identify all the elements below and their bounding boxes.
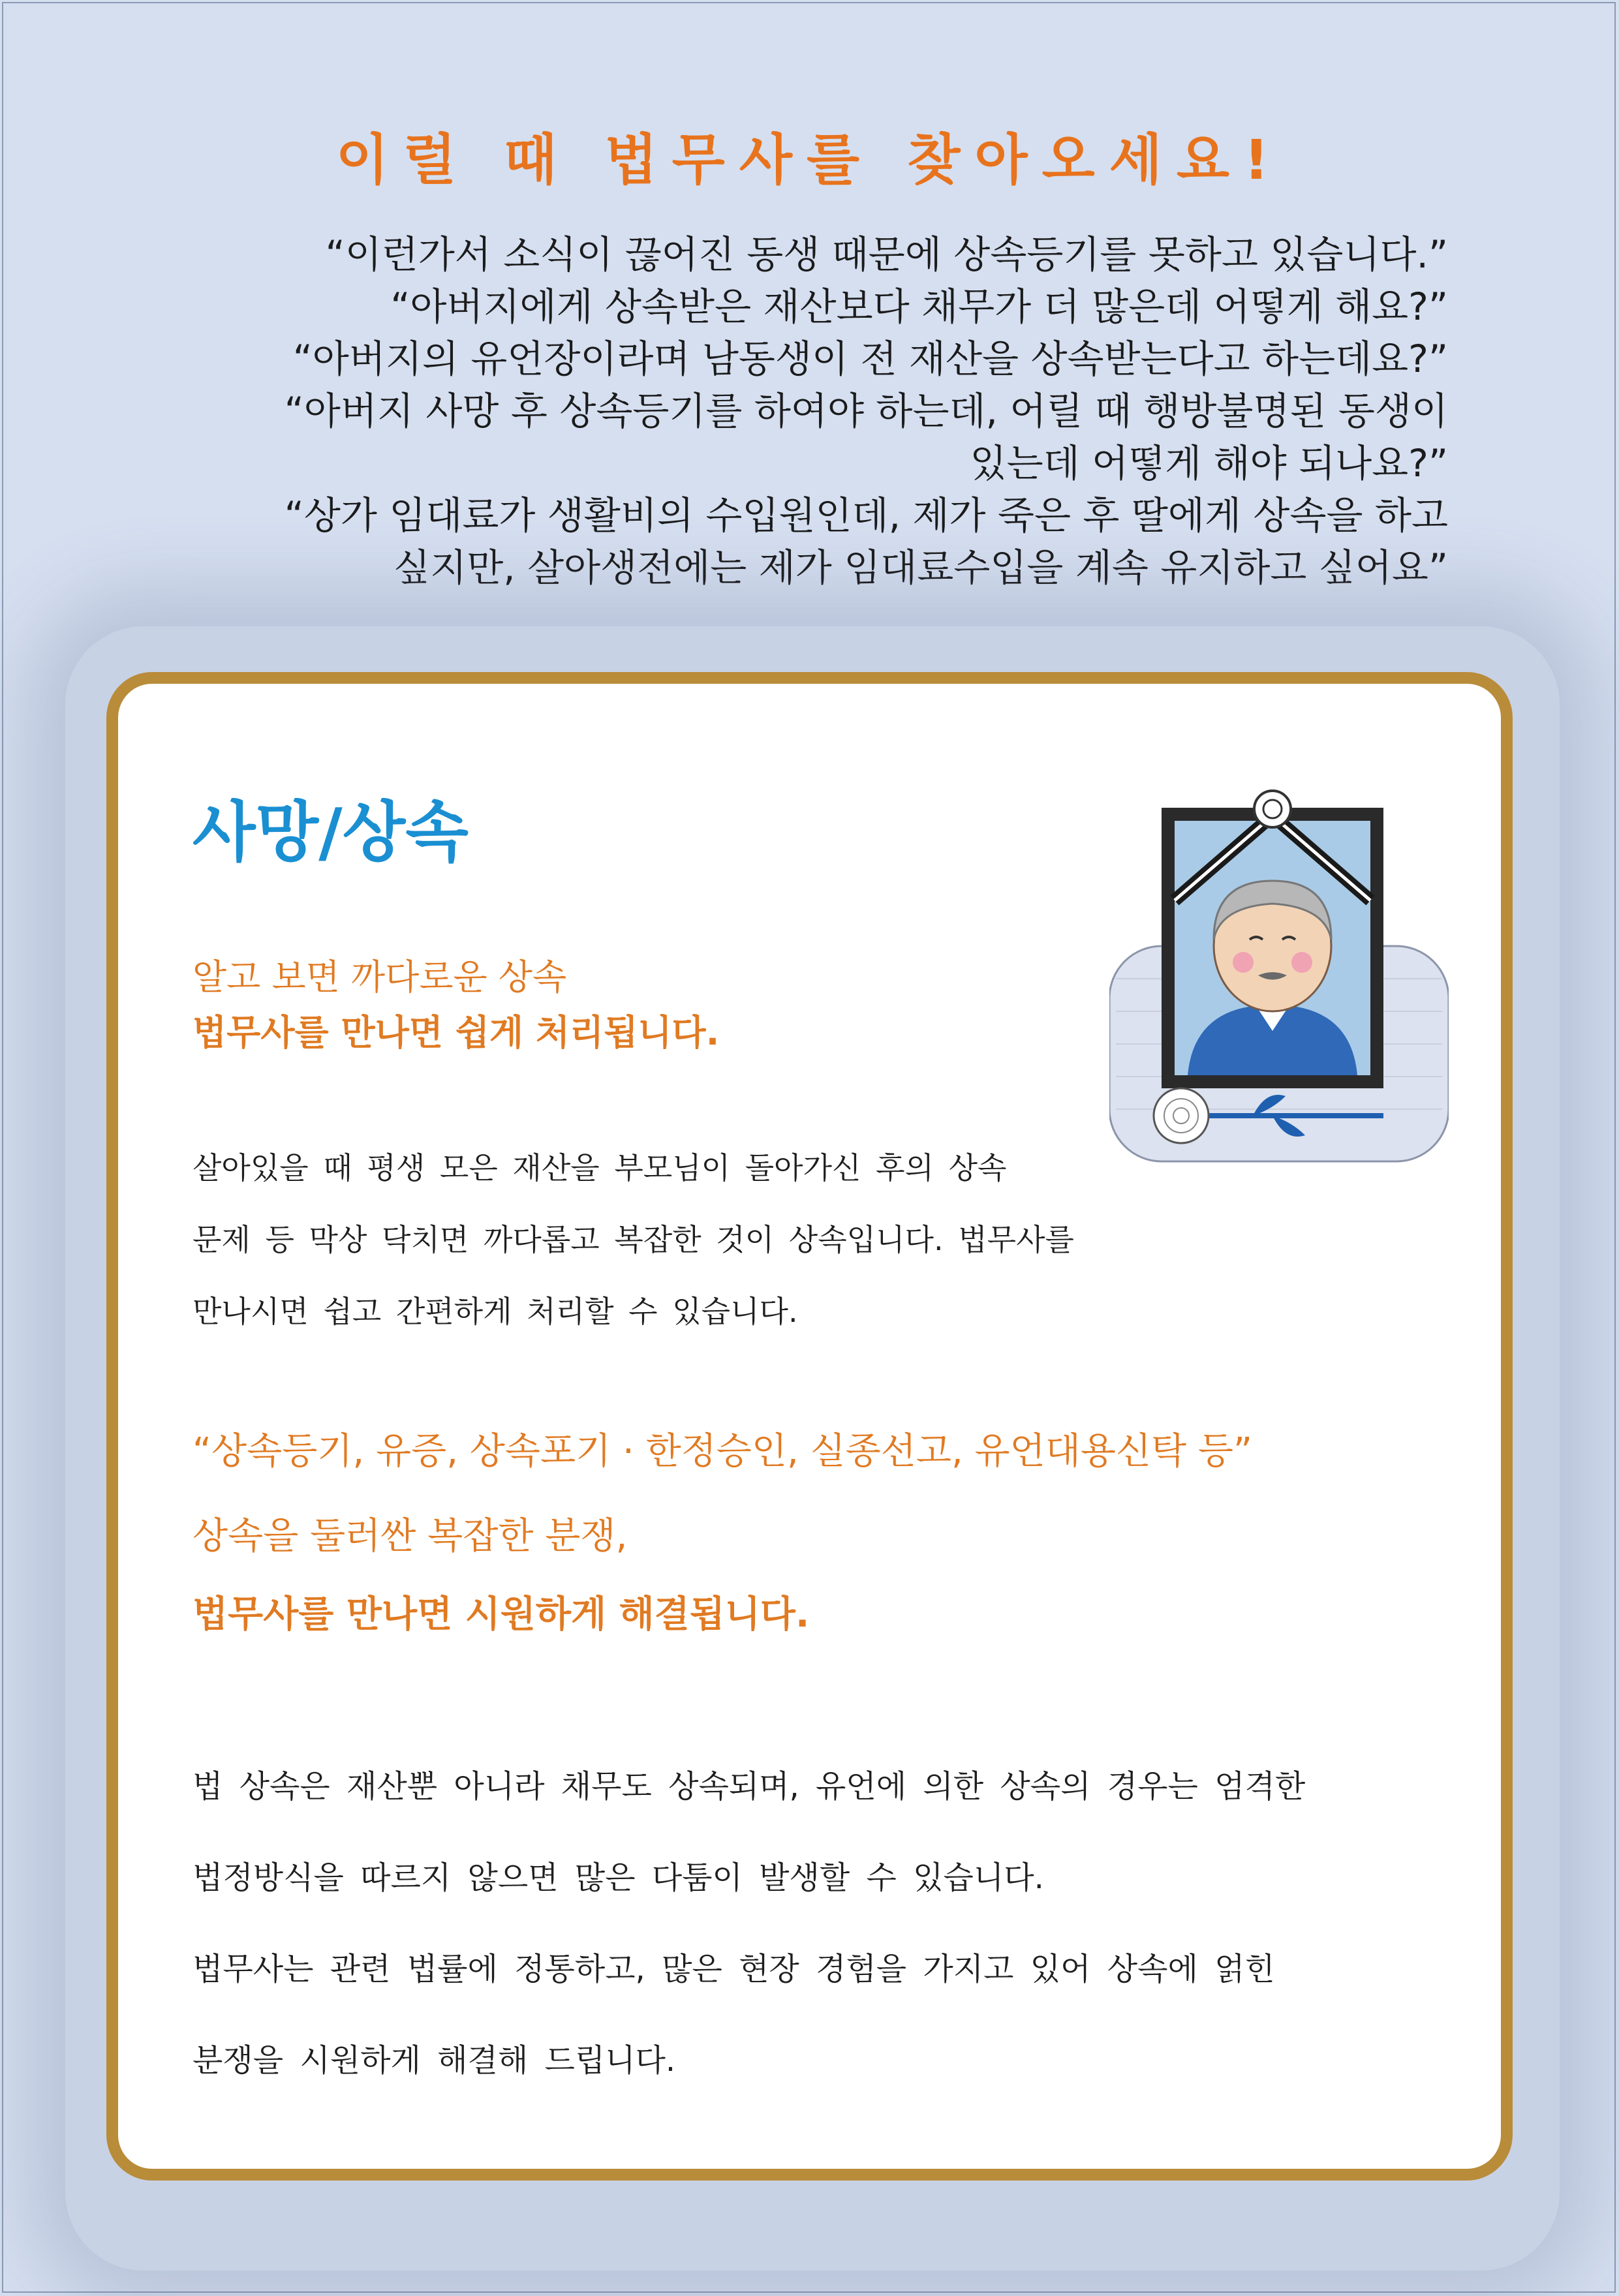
memorial-portrait-icon xyxy=(1109,789,1449,1181)
paragraph-line: 분쟁을 시원하게 해결해 드립니다. xyxy=(193,2042,676,2079)
quote-line: “상가 임대료가 생활비의 수입원인데, 제가 죽은 후 딸에게 상속을 하고 xyxy=(284,493,1448,538)
quote-line: “아버지 사망 후 상속등기를 하여야 하는데, 어릴 때 행방불명된 동생이 xyxy=(284,389,1448,433)
quote-line: 있는데 어떻게 해야 되나요?” xyxy=(970,441,1448,485)
paragraph-line: 만나시면 쉽고 간편하게 처리할 수 있습니다. xyxy=(193,1294,798,1329)
paragraph-line: 살아있을 때 평생 모은 재산을 부모님이 돌아가신 후의 상속 xyxy=(193,1150,1007,1186)
resolution-emphasis: 법무사를 만나면 시원하게 해결됩니다. xyxy=(193,1593,810,1636)
paragraph-1 xyxy=(193,1132,1210,1347)
paragraph-line: 법무사는 관련 법률에 정통하고, 많은 현장 경험을 가지고 있어 상속에 얽힌 xyxy=(193,1951,1275,1987)
services-quote: “상속등기, 유증, 상속포기 · 한정승인, 실종선고, 유언대용신탁 등” xyxy=(193,1430,1253,1473)
quote-list xyxy=(78,228,1448,594)
quote-line: “이런가서 소식이 끊어진 동생 때문에 상속등기를 못하고 있습니다.” xyxy=(325,232,1448,277)
intro-line: 알고 보면 까다로운 상속 xyxy=(193,957,567,998)
headline: 이럴 때 법무사를 찾아오세요! xyxy=(335,128,1284,192)
quote-line: “아버지에게 상속받은 재산보다 채무가 더 많은데 어떻게 해요?” xyxy=(390,284,1448,329)
paragraph-line: 문제 등 막상 닥치면 까다롭고 복잡한 것이 상속입니다. 법무사를 xyxy=(193,1222,1074,1257)
paragraph-line: 법정방식을 따르지 않으면 많은 다툼이 발생할 수 있습니다. xyxy=(193,1860,1044,1896)
quote-line: “아버지의 유언장이라며 남동생이 전 재산을 상속받는다고 하는데요?” xyxy=(292,337,1448,381)
paragraph-line: 법 상속은 재산뿐 아니라 채무도 상속되며, 유언에 의한 상속의 경우는 엄격한 xyxy=(193,1768,1306,1805)
dispute-line: 상속을 둘러싼 복잡한 분쟁, xyxy=(193,1515,628,1557)
quote-line: 싶지만, 살아생전에는 제가 임대료수입을 계속 유지하고 싶어요” xyxy=(393,545,1448,590)
paragraph-2 xyxy=(193,1741,1419,2106)
section-title: 사망/상속 xyxy=(193,794,469,870)
intro-emphasis: 법무사를 만나면 쉽게 처리됩니다. xyxy=(193,1012,720,1053)
